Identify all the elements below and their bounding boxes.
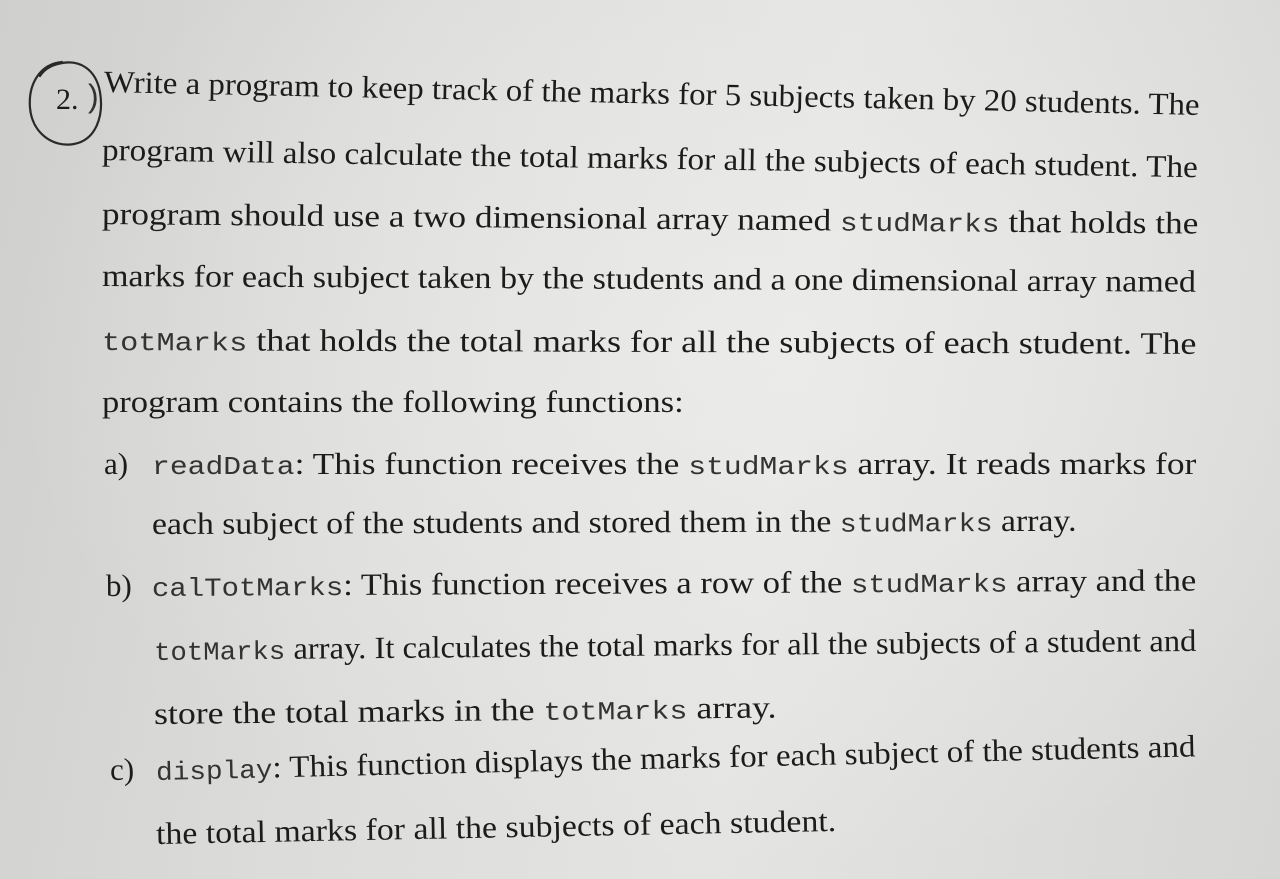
text-run: each subject of the students and stored them in the [151, 503, 840, 541]
code-identifier: studMarks [839, 509, 993, 540]
item-line [152, 444, 1196, 487]
intro-line [104, 62, 1200, 125]
text-run: program should use a two dimensional array named [101, 196, 841, 238]
code-identifier: calTotMarks [151, 572, 344, 604]
item-label: c) [109, 751, 135, 787]
code-identifier: studMarks [688, 452, 849, 482]
text-run: store the total marks in the [153, 691, 544, 731]
item-line [154, 621, 1197, 673]
code-identifier: studMarks [839, 208, 1000, 240]
text-run: Write a program to keep track of the marks for 5 subjects taken by 20 students. The [103, 64, 1200, 122]
question-bracket: ) [88, 78, 99, 114]
text-run: array. [992, 502, 1077, 539]
item-line [156, 801, 837, 854]
text-run: program contains the following functions: [102, 384, 684, 419]
text-run: the total marks for all the subjects of each student. [155, 802, 837, 851]
text-run: array. It calculates the total marks for all the subjects of a student and [285, 622, 1197, 666]
text-run: array and the [1007, 562, 1197, 599]
item-line [154, 687, 777, 737]
text-run: program will also calculate the total marks for all the subjects of each student. The [101, 132, 1199, 185]
item-label: b) [105, 567, 132, 603]
item-line [152, 501, 1077, 547]
text-run: that holds the total marks for all the subjects of each student. The [247, 322, 1197, 361]
text-run: : This function receives a row of the [343, 564, 852, 602]
intro-line [102, 320, 1197, 367]
item-line [152, 561, 1197, 609]
intro-line [102, 130, 1198, 187]
intro-line [102, 382, 684, 422]
question-number: 2. [56, 83, 79, 116]
code-identifier: readData [152, 452, 295, 482]
text-run: array. It reads marks for [848, 446, 1197, 481]
text-run: marks for each subject taken by the students and a one dimensional array named [101, 258, 1197, 299]
text-run: : This function displays the marks for each subject of the students and [272, 728, 1196, 785]
text-run: : This function receives the [294, 446, 689, 481]
code-identifier: totMarks [101, 328, 248, 359]
code-identifier: totMarks [543, 696, 688, 728]
text-run: that holds the [999, 203, 1199, 241]
intro-line [102, 194, 1199, 247]
item-line [156, 726, 1196, 793]
code-identifier: totMarks [153, 636, 286, 668]
text-run: array. [687, 689, 777, 726]
code-identifier: display [155, 755, 273, 788]
code-identifier: studMarks [850, 569, 1008, 601]
item-label: a) [104, 446, 129, 481]
intro-line [102, 256, 1196, 302]
